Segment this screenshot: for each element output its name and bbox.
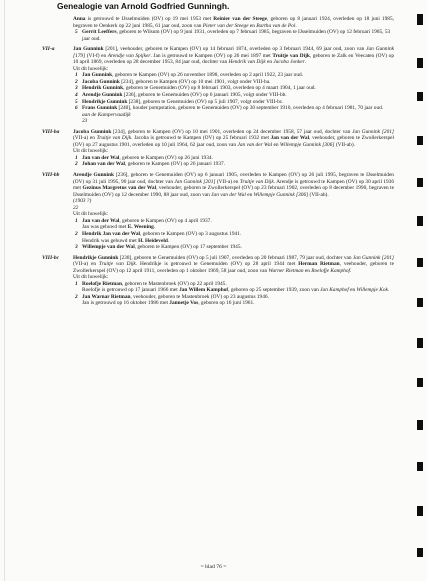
child-name: Jan van der Wal: [82, 217, 120, 224]
person-ref: [236]: [113, 172, 128, 179]
child-number: 6: [75, 105, 78, 112]
child-number: 1: [75, 217, 78, 224]
child-name: Gerrit Leeffers: [82, 29, 117, 36]
generation-code: VII-a: [42, 46, 55, 53]
entry-text: , veehouder, geboren te Zwollerkerspel (OV) op 12 april 1911, overleden op 1 oktober 1969, 58 jaar oud, zoon van: [73, 261, 394, 274]
list-item: [73, 105, 394, 125]
handwritten-note: (1903 ?): [73, 198, 92, 205]
entry-text: , veehouder, geboren te Zwollerkerspel (OV) op 23 februari 1902, overleden op 8 december 1990, begraven te IJsselmuiden (OV) op 12 december 1990, 88 jaar oud, zoon van: [73, 185, 394, 198]
edge-mark: [417, 14, 423, 25]
text-segment: Anna: [73, 16, 86, 22]
child-number: 4: [75, 92, 78, 99]
children-list: [73, 281, 394, 307]
text-segment: Pieter van der Steege: [202, 22, 249, 29]
page-footer: = blad 76 =: [200, 564, 227, 570]
child-details: , geboren te Kampen (OV) op 26 november 1898, overleden op 2 april 1922, 23 jaar oud.: [112, 72, 303, 79]
child-details: , veehouder, geboren te Mastenbroek (OV) op 23 augustus 1946.: [130, 293, 269, 300]
note-spouse: Jan Willem Kamphof: [179, 287, 229, 294]
text-segment: Bartha van de Pol: [256, 22, 296, 29]
person-name: Arendje Gunnink: [73, 172, 114, 179]
person-name: Hendrikje Gunnink: [73, 254, 119, 261]
list-item: [73, 29, 394, 42]
child-number: 3: [75, 85, 78, 92]
child-name: Willempje van der Wal: [82, 244, 135, 251]
child-number: 1: [75, 72, 78, 79]
note-text: Jan was gehuwd met: [82, 224, 128, 231]
entry-text: , geboren te Genemuiden (OV) op 5 juli 1907, overleden op 20 februari 1987, 79 jaar oud, dochter van: [131, 254, 353, 261]
list-item: [73, 218, 394, 231]
edge-mark: [417, 258, 423, 267]
spouse-name: Truitje van Dijk: [272, 52, 310, 59]
child-details: , geboren te Kampen (OV) op 17 september 1945.: [134, 244, 242, 251]
text-segment: Reinier van der Steege: [213, 16, 268, 22]
mother-name: Truitje van Dijk: [96, 135, 132, 142]
edge-mark: [417, 462, 423, 471]
child-number: 2: [75, 293, 78, 300]
continuation-block: [44, 16, 394, 42]
continuation-paragraph: [73, 16, 394, 29]
child-note: [82, 300, 394, 307]
entry-text: en: [231, 178, 240, 185]
spouse-name: Jan van der Wal: [270, 135, 310, 142]
child-details: [236], geboren te Genemuiden (OV) op 6 januari 1905, volgt onder VIII-bb.: [122, 92, 287, 99]
child-details: , geboren te Mastenbroek (OV) op 22 april 1945.: [121, 280, 227, 287]
person-name: Jacoba Gunnink: [73, 128, 112, 135]
child-number: 3: [75, 244, 78, 251]
entry-text: . Jacoba is getrouwd te Kampen (OV) op 25 februari 1932 met: [131, 135, 271, 142]
child-name: Hendrik Gunnink: [82, 85, 124, 92]
note-text: en: [348, 287, 357, 294]
note-parent: Jan Kamphof: [320, 287, 349, 294]
father-name: Jan Gunnink [201]: [174, 178, 216, 185]
edge-mark: [417, 216, 423, 226]
child-note: [82, 112, 394, 125]
child-number: 2: [75, 161, 78, 168]
text-segment: , geboren op 8 januari 1924, overleden op 18 juni 1985, begraven te Oenkerk op 22 juni 1985, 61 jaar oud, zoon van: [73, 16, 394, 29]
marriage-label: Uit dit huwelijk:: [73, 148, 109, 155]
note-spouse: E. Weening: [127, 224, 154, 231]
father-ref: (VII-a): [215, 178, 232, 185]
text-segment: en: [248, 22, 257, 29]
child-name: Jan Gunnink: [82, 72, 113, 79]
edge-mark: [417, 298, 423, 307]
child-details: , geboren te Wilsum (OV) op 9 juni 1931, overleden op 7 februari 1985, begraven te IJsselmuiden (OV) op 12 februari 1985, 53 jaar oud.: [82, 29, 391, 42]
spouse-mother-name: Jacoba Jonker: [273, 59, 305, 66]
child-details: , geboren te Kampen (OV) op 26 juni 1934.: [119, 154, 213, 161]
entry-text: . Jan is getrouwd te Kampen (OV) op 26 mei 1897 met: [150, 52, 273, 59]
spouse-father-name: Hendrik van Dijk: [228, 59, 266, 66]
child-name: Hendrik Jan van der Wal: [82, 230, 141, 237]
continuation-text: [73, 16, 394, 29]
edge-mark: [417, 338, 423, 348]
entry-text: en: [88, 135, 97, 142]
entry-viii-ba: [44, 129, 394, 168]
entry-text: en: [303, 267, 312, 274]
scan-edge: [4, 0, 5, 581]
entry-text: . Arendje is getrouwd te Kampen (OV) op 30 april 1936 met: [73, 178, 395, 192]
child-name: Jan Warnar Rietman: [82, 293, 131, 300]
entry-text: en: [245, 191, 254, 198]
child-details: , geboren te Kampen (OV) op 3 augustus 1941.: [140, 230, 242, 237]
entry-text: , geboren te Zalk en Veecaten (OV) op 10 april 1869, overleden op 28 december 1953, 84 jaar oud, dochter van: [73, 52, 395, 66]
list-item: [73, 244, 394, 251]
handwritten-note: 23: [82, 118, 88, 125]
entry-text: en: [265, 59, 274, 66]
entry-text: . Hendrikje is getrouwd te Genemuiden (OV) op 28 april 1944 met: [135, 261, 299, 268]
marriage-label: Uit dit huwelijk:: [73, 65, 109, 72]
child-details: [240], houder pompstation, geboren te Genemuiden (OV) op 30 september 1910, overleden op 4 februari 1981, 70 jaar oud.: [117, 105, 384, 112]
note-spouse: H. Heideveld: [138, 237, 168, 244]
child-number: 2: [75, 230, 78, 237]
entry-text: en: [88, 261, 99, 268]
list-item: [73, 281, 394, 294]
entry-paragraph: [73, 255, 394, 281]
entry-text: , geboren te Kampen (OV) op 10 mei 1901, overleden op 24 december 1958, 57 jaar oud, dochter van: [124, 128, 353, 135]
child-details: , geboren te Genemuiden (OV) op 8 februari 1903, overleden op 4 maart 1904, 1 jaar oud.: [123, 85, 316, 92]
generation-code: VIII-bb: [42, 172, 60, 179]
marriage-label: Uit dit huwelijk:: [73, 274, 109, 281]
child-name: Arendje Gunnink: [82, 92, 123, 99]
person-name: Jan Gunnink: [73, 46, 104, 53]
entry-paragraph: [73, 46, 394, 72]
child-number: 5: [75, 98, 78, 105]
note-text: Hendrik was gehuwd met: [82, 237, 139, 244]
mother-name: Truitje van Dijk: [98, 261, 136, 268]
entry-viii-bc: [44, 255, 394, 307]
entry-text: , veehouder, geboren te Zwollerkerspel (OV) op 27 augustus 1901, overleden op 10 juli 1964, 62 jaar oud, zoon van: [73, 135, 394, 148]
note-text: , geboren op 25 september 1939, zoon van: [228, 287, 321, 294]
note-text: , geboren op 16 juni 1961.: [198, 300, 255, 307]
entry-text: .: [350, 267, 352, 274]
child-number: 2: [75, 78, 78, 85]
edge-mark: [417, 178, 423, 187]
person-ref: [234]: [111, 128, 125, 135]
entry-text: en: [272, 141, 280, 148]
page-header: Genealogie van Arnold Godfried Gunningh.: [57, 1, 230, 11]
mother-name: Truitje van Dijk: [239, 178, 274, 185]
entry-vii-a: [44, 46, 394, 125]
entry-text: en: [99, 52, 108, 59]
entry-text: (VII-ab).: [334, 141, 355, 148]
note-text: .: [153, 224, 156, 231]
person-ref: [238]: [118, 254, 132, 261]
note-spouse: Jannetje Vos: [169, 300, 199, 307]
note-text: .: [167, 237, 170, 244]
entry-text: .: [304, 59, 306, 66]
entry-paragraph: [73, 172, 394, 218]
child-number: 5: [75, 29, 78, 36]
child-details: [234], geboren te Kampen (OV) op 10 mei 1901, volgt onder VIII-ba.: [119, 78, 271, 85]
note-text: Jan is getrouwd op 16 oktober 1986 met: [82, 300, 170, 307]
spouse-mother-name: Roelofje Kamphof: [311, 267, 350, 274]
edge-mark: [417, 420, 423, 430]
child-name: Jan van der Wal: [82, 154, 120, 161]
father-ref: (VII-a): [73, 261, 89, 268]
child-details: , geboren te Kampen (OV) op 4 april 1937.: [119, 217, 212, 224]
children-list: [73, 72, 394, 124]
list-item: [73, 294, 394, 307]
edge-mark: [417, 92, 423, 101]
text-segment: is getrouwd te IJsselmuiden (OV) op 19 mei 1953 met: [85, 16, 214, 22]
edge-mark: [417, 136, 423, 145]
mother-name: Arendje van Spijker: [107, 52, 151, 59]
entry-text: , veehouder, geboren te Kampen (OV) op 14 februari 1874, overleden op 3 februari 1944, 69 jaar oud, zoon van: [116, 46, 367, 53]
child-name: Frans Gunnink: [82, 105, 118, 112]
spouse-mother-name: Willempje Gunnink [306]: [253, 191, 309, 198]
entry-text: (VII-ab).: [308, 191, 329, 198]
child-details: , geboren te Kampen (OV) op 26 januari 1937.: [125, 161, 226, 168]
child-number: 1: [75, 154, 78, 161]
marriage-label: Uit dit huwelijk:: [73, 211, 109, 218]
list-item: [73, 161, 394, 168]
spouse-name: Gezinus Margretus van der Wal: [82, 185, 157, 192]
father-ref: (VI-f): [85, 52, 100, 59]
note-text: Roelofje is getrouwd op 17 januari 1966 met: [82, 287, 180, 294]
spouse-father-name: Jan van der Wal: [211, 191, 246, 198]
child-name: Johan van der Wal: [82, 161, 126, 168]
children-list: [73, 155, 394, 168]
edge-mark: [417, 506, 423, 516]
entry-text: , geboren te Genemuiden (OV) op 6 januari 1905, overleden te Kampen (OV) op 26 juli 1995, begraven te IJsselmuiden (OV) op 31 juli 1995, 90 jaar oud, dochter van: [73, 172, 394, 185]
child-name: Hendrikje Gunnink: [82, 98, 128, 105]
generation-code: VIII-ba: [42, 128, 60, 135]
father-name: Jan Gunnink [201]: [352, 254, 394, 261]
child-name: Jacoba Gunnink: [82, 78, 120, 85]
father-name: Jan Gunnink [201]: [352, 128, 395, 135]
note-parent: Willempje Kok: [356, 287, 388, 294]
edge-marks: [413, 0, 427, 581]
entries-container: [44, 46, 394, 307]
spouse-mother-name: Willempje Gunnink [306]: [279, 141, 335, 148]
children-list: [73, 218, 394, 251]
spouse-name: Herman Rietman: [298, 261, 340, 268]
list-item: [73, 231, 394, 244]
father-ref: (VII-a): [73, 135, 89, 142]
handwritten-note: aan de Kampervaadijk: [82, 111, 131, 118]
father-name: Jan Gunnink [179]: [73, 46, 394, 59]
note-text: .: [387, 287, 390, 294]
edge-mark: [417, 548, 423, 557]
page-content: [44, 16, 394, 311]
spouse-father-name: Warner Rietman: [268, 267, 304, 274]
entry-paragraph: [73, 129, 394, 155]
generation-code: VIII-bc: [42, 254, 60, 261]
entry-viii-bb: [44, 172, 394, 251]
handwritten-note: 22: [73, 204, 79, 211]
child-name: Roelofje Rietman: [82, 280, 122, 287]
edge-mark: [417, 378, 423, 387]
spouse-father-name: Jan van der Wal: [237, 141, 273, 148]
text-segment: .: [295, 22, 297, 29]
child-number: 1: [75, 280, 78, 287]
child-details: [238], geboren te Genemuiden (OV) op 5 juli 1907, volgt onder VIII-bc.: [127, 98, 284, 105]
edge-mark: [417, 58, 423, 68]
person-ref: [201]: [103, 46, 117, 53]
